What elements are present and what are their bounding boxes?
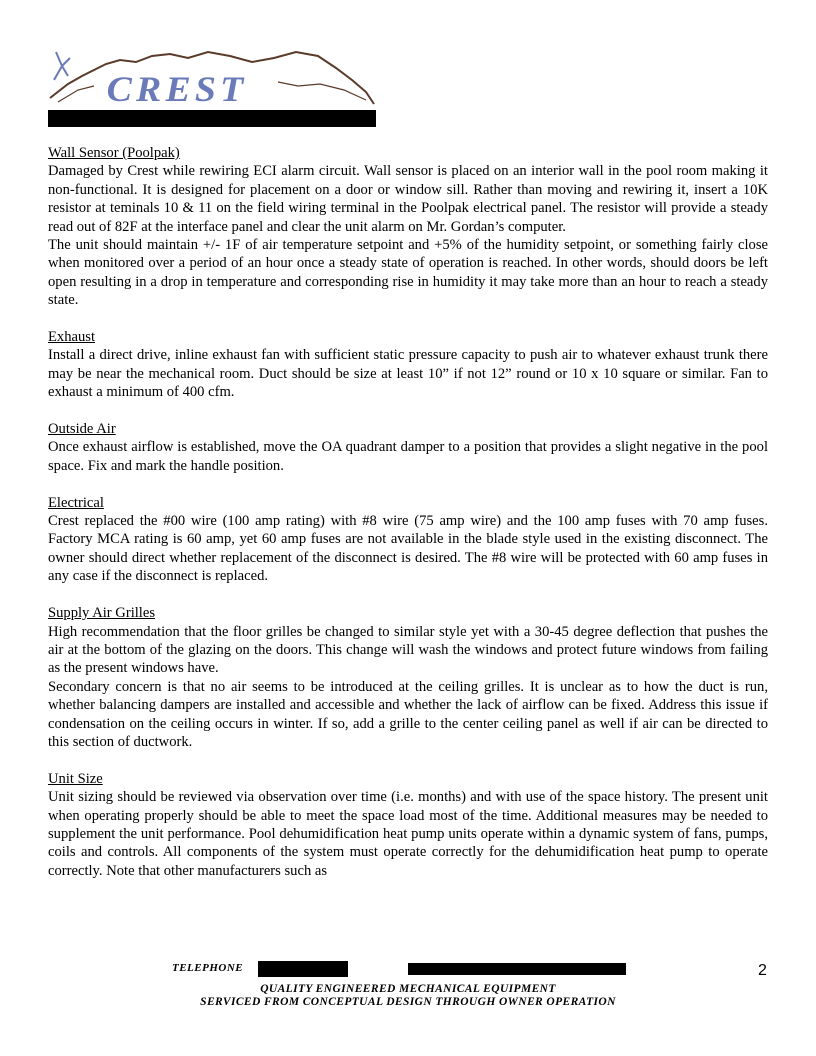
redaction-bar-header bbox=[48, 110, 376, 127]
section-exhaust bbox=[48, 328, 768, 402]
footer-tagline-1: QUALITY ENGINEERED MECHANICAL EQUIPMENT bbox=[260, 983, 556, 995]
section-paragraph: Once exhaust airflow is established, move the OA quadrant damper to a position that provides a slight negative in the pool space. Fix and mark the handle position. bbox=[48, 439, 768, 474]
section-electrical bbox=[48, 494, 768, 586]
redaction-bar-telephone bbox=[258, 961, 348, 977]
section-paragraph: Damaged by Crest while rewiring ECI alarm circuit. Wall sensor is placed on an interior wall in the pool room making it non-functional. It is designed for placement on a door or window sill. Rather than moving and rewiring it, insert a 10K resistor at teminals 10 & 11 on the field wiring terminal in the Poolpak electrical panel. The resistor will provide a steady read out of 82F at the interface panel and clear the unit alarm on Mr. Gordan’s computer. bbox=[48, 163, 768, 235]
section-paragraph: High recommendation that the floor grilles be changed to similar style yet with a 30-45 degree deflection that pushes the air at the bottom of the glazing on the doors. This change will wash the windows and protect future windows from failing as the present windows have. bbox=[48, 623, 768, 677]
document-body bbox=[48, 144, 768, 899]
section-heading: Exhaust bbox=[48, 329, 96, 346]
section-heading: Supply Air Grilles bbox=[48, 605, 156, 622]
section-supply-air-grilles bbox=[48, 604, 768, 751]
section-unit-size bbox=[48, 770, 768, 880]
section-wall-sensor bbox=[48, 144, 768, 310]
section-paragraph: Secondary concern is that no air seems to be introduced at the ceiling grilles. It is unclear as to how the duct is run, whether balancing dampers are installed and accessible and whether the lack of airflow can be fixed. Address this issue if condensation on the ceiling occurs in winter. If so, add a grille to the center ceiling panel as well if air can be directed to this section of ductwork. bbox=[48, 678, 768, 750]
page-number: 2 bbox=[758, 962, 767, 979]
section-outside-air bbox=[48, 420, 768, 475]
section-paragraph: Install a direct drive, inline exhaust fan with sufficient static pressure capacity to push air to whatever exhaust trunk there may be near the mechanical room. Duct should be size at least 10” if not 12” round or 10 x 10 square or similar. Fan to exhaust a minimum of 400 cfm. bbox=[48, 347, 768, 401]
section-paragraph: Crest replaced the #00 wire (100 amp rating) with #8 wire (75 amp wire) and the 100 amp fuses with 70 amp fuses. Factory MCA rating is 60 amp, yet 60 amp fuses are not available in the blade style used in the existing disconnect. The owner should direct whether replacement of the disconnect is desired. The #8 wire will be protected with 60 amp fuses in any case if the disconnect is replaced. bbox=[48, 513, 768, 585]
redaction-bar-address bbox=[408, 963, 626, 975]
footer-tagline-2: SERVICED FROM CONCEPTUAL DESIGN THROUGH OWNER OPERATION bbox=[200, 996, 616, 1008]
section-heading: Wall Sensor (Poolpak) bbox=[48, 145, 180, 161]
section-heading: Outside Air bbox=[48, 421, 116, 438]
section-heading: Electrical bbox=[48, 494, 104, 511]
section-heading: Unit Size bbox=[48, 770, 103, 787]
logo-wordmark: CREST bbox=[106, 69, 248, 109]
footer-telephone-label: TELEPHONE bbox=[172, 962, 244, 974]
section-paragraph: The unit should maintain +/- 1F of air temperature setpoint and +5% of the humidity setpoint, or something fairly close when monitored over a period of an hour once a steady state of operation is reached. In other words, should doors be left open resulting in a drop in temperature and corresponding rise in humidity it may take more than an hour to reach a steady state. bbox=[48, 237, 768, 309]
section-paragraph: Unit sizing should be reviewed via observation over time (i.e. months) and with use of the space history. The present unit when operating properly should be able to meet the space load most of the time. Additional measures may be needed to supplement the unit performance. Pool dehumidification heat pump units operate within a dynamic system of fans, pumps, coils and controls. All components of the system must operate correctly for the dehumidification heat pump to operate correctly. Note that other manufacturers such as bbox=[48, 789, 768, 879]
